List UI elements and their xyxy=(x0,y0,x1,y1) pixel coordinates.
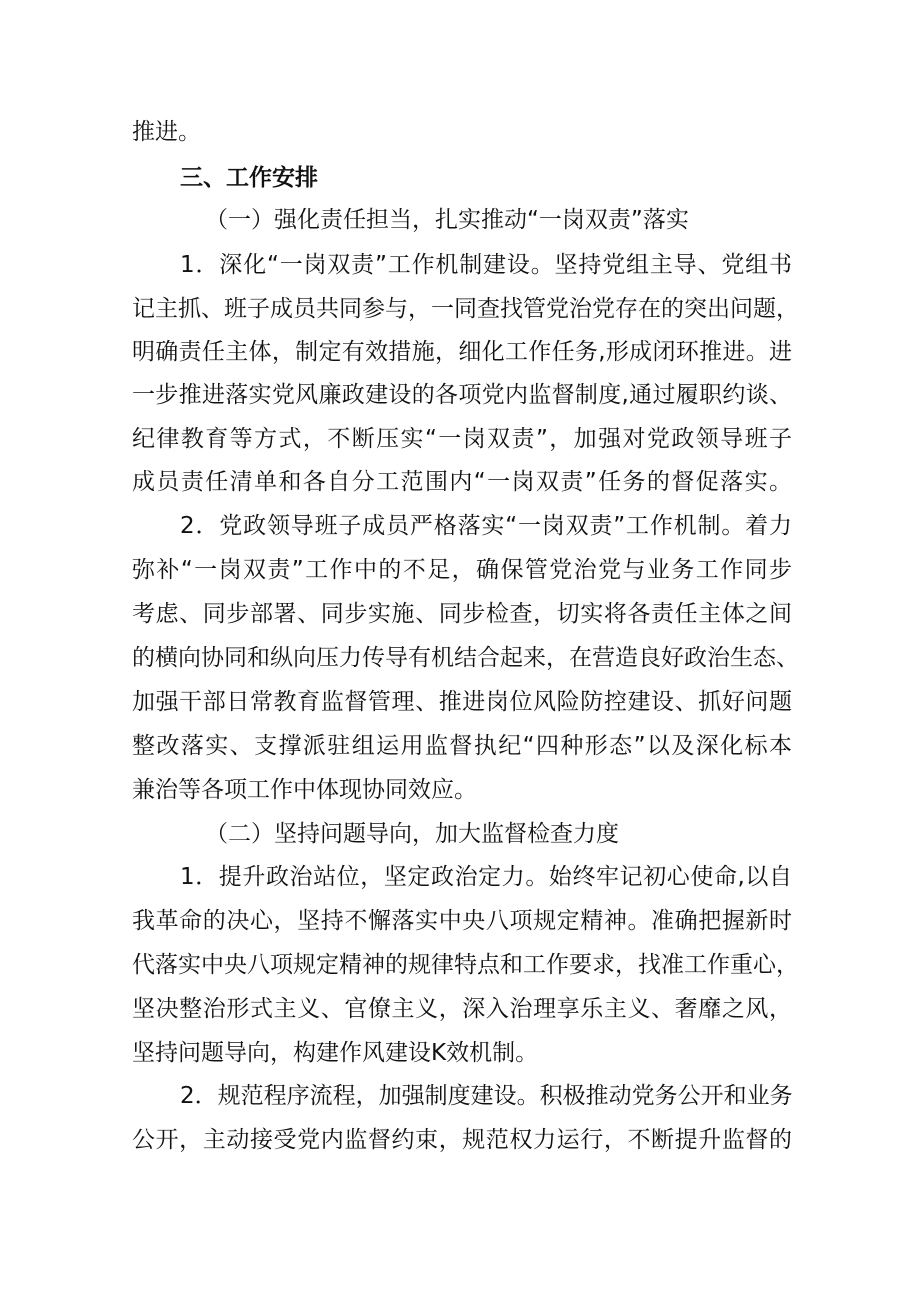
paragraph-line: 明确责任主体，制定有效措施，细化工作任务,形成闭环推进。进 xyxy=(132,339,792,365)
paragraph-line: 坚持问题导向，构建作风建设K效机制。 xyxy=(132,1040,539,1066)
subsection-title-2: （二）坚持问题导向，加大监督检查力度 xyxy=(205,821,619,847)
continued-line: 推进。 xyxy=(132,119,201,145)
paragraph-line: 我革命的决心，坚持不懈落实中央八项规定精神。准确把握新时 xyxy=(132,908,792,934)
paragraph-line: 1．提升政治站位，坚定政治定力。始终牢记初心使命,以自 xyxy=(180,864,792,890)
paragraph-line: 兼治等各项工作中体现协同效应。 xyxy=(132,777,477,803)
paragraph-line: 2．党政领导班子成员严格落实“一岗双责”工作机制。着力 xyxy=(180,513,792,539)
paragraph-line: 的横向协同和纵向压力传导有机结合起来，在营造良好政治生态、 xyxy=(132,645,799,671)
section-title: 三、工作安排 xyxy=(180,165,318,191)
paragraph-line: 考虑、同步部署、同步实施、同步检查，切实将各责任主体之间 xyxy=(132,601,792,627)
paragraph-line: 代落实中央八项规定精神的规律特点和工作要求，找准工作重心， xyxy=(132,952,799,978)
paragraph-line: 公开，主动接受党内监督约束，规范权力运行，不断提升监督的 xyxy=(132,1127,792,1153)
subsection-title-1: （一）强化责任担当，扎实推动“一岗双责”落实 xyxy=(205,207,689,233)
paragraph-line: 成员责任清单和各自分工范围内“一岗双责”任务的督促落实。 xyxy=(132,469,792,495)
paragraph-line: 整改落实、支撑派驻组运用监督执纪“四种形态”以及深化标本 xyxy=(132,733,792,759)
paragraph-line: 纪律教育等方式，不断压实“一岗双责”，加强对党政领导班子 xyxy=(132,426,792,452)
paragraph-line: 2．规范程序流程，加强制度建设。积极推动党务公开和业务 xyxy=(180,1083,793,1109)
paragraph-line: 弥补“一岗双责”工作中的不足，确保管党治党与业务工作同步 xyxy=(132,557,792,583)
paragraph-line: 记主抓、班子成员共同参与，一同查找管党治党存在的突出问题， xyxy=(132,296,799,322)
paragraph-line: 加强干部日常教育监督管理、推进岗位风险防控建设、抓好问题 xyxy=(132,689,792,715)
paragraph-line: 坚决整治形式主义、官僚主义，深入治理享乐主义、奢靡之风， xyxy=(132,996,792,1022)
paragraph-line: 1．深化“一岗双责”工作机制建设。坚持党组主导、党组书 xyxy=(180,252,792,278)
paragraph-line: 一步推进落实党风廉政建设的各项党内监督制度,通过履职约谈、 xyxy=(132,382,792,408)
